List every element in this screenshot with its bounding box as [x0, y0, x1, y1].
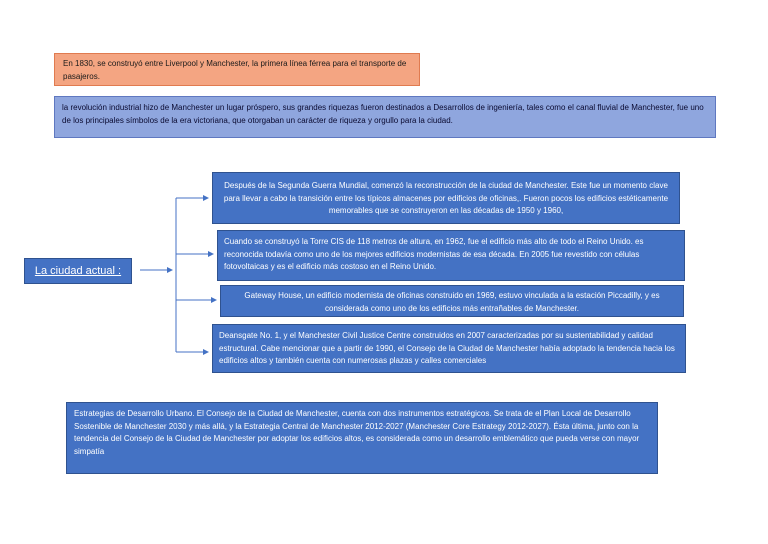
strategies-box: [66, 402, 658, 474]
intro-text: la revolución industrial hizo de Manchester un lugar próspero, sus grandes riquezas fueron destinados a Desarrollos de ingeniería, tales como el canal fluvial de Manchester, fue uno de los principales símbolos de la era victoriana, que otorgaban un carácter de riqueza y orgullo para la ciudad.: [62, 103, 704, 125]
branch-text-2: Cuando se construyó la Torre CIS de 118 metros de altura, en 1962, fue el edificio más alto de todo el Reino Unido. es reconocida todavía como uno de los mejores edificios modernistas de esa década. En 2005 fue revestido con células fotovoltaicas y es el edificio más costoso en el Reino Unido.: [224, 237, 644, 271]
branch-box-2: [217, 230, 685, 281]
branch-text-4: Deansgate No. 1, y el Manchester Civil Justice Centre construidos en 2007 caracterizadas por su sustentabilidad y calidad estructural. Cabe mencionar que a partir de 1990, el Consejo de la Ciudad de Manchester había adoptado la tendencia hacia los edificios altos y también cuenta con numerosas plazas y calles comerciales: [219, 331, 675, 365]
branch-box-4: [212, 324, 686, 373]
branch-box-1: [212, 172, 680, 224]
branch-text-3: Gateway House, un edificio modernista de oficinas construido en 1969, estuvo vinculada a la estación Piccadilly, y es considerada como uno de los edificios más entrañables de Manchester.: [244, 291, 660, 313]
branch-box-3: [220, 285, 684, 317]
header-note-text: En 1830, se construyó entre Liverpool y Manchester, la primera línea férrea para el transporte de pasajeros.: [63, 59, 407, 81]
root-label: La ciudad actual :: [34, 265, 122, 277]
branch-text-1: Después de la Segunda Guerra Mundial, comenzó la reconstrucción de la ciudad de Manchester. Este fue un momento clave para llevar a cabo la transición entre los típicos almacenes por edificios de oficinas,. Fueron pocos los edificios estéticamente memorables que se construyeron en las décadas de 1950 y 1960,: [223, 181, 669, 215]
strategies-text: Estrategias de Desarrollo Urbano. El Consejo de la Ciudad de Manchester, cuenta con dos instrumentos estratégicos. Se trata de el Plan Local de Desarrollo Sostenible de Manchester 2030 y más allá, y la Estrategia Central de Manchester 2012-2027 (Manchester Core Estrategy 2012-2027). Ésta última, junto con la tendencia del Consejo de la Ciudad de Manchester por adoptar los edificios altos, es considerada como un desarrollo emblemático que pueda verse con mayor simpatía: [74, 409, 640, 456]
root-node: [24, 258, 132, 284]
